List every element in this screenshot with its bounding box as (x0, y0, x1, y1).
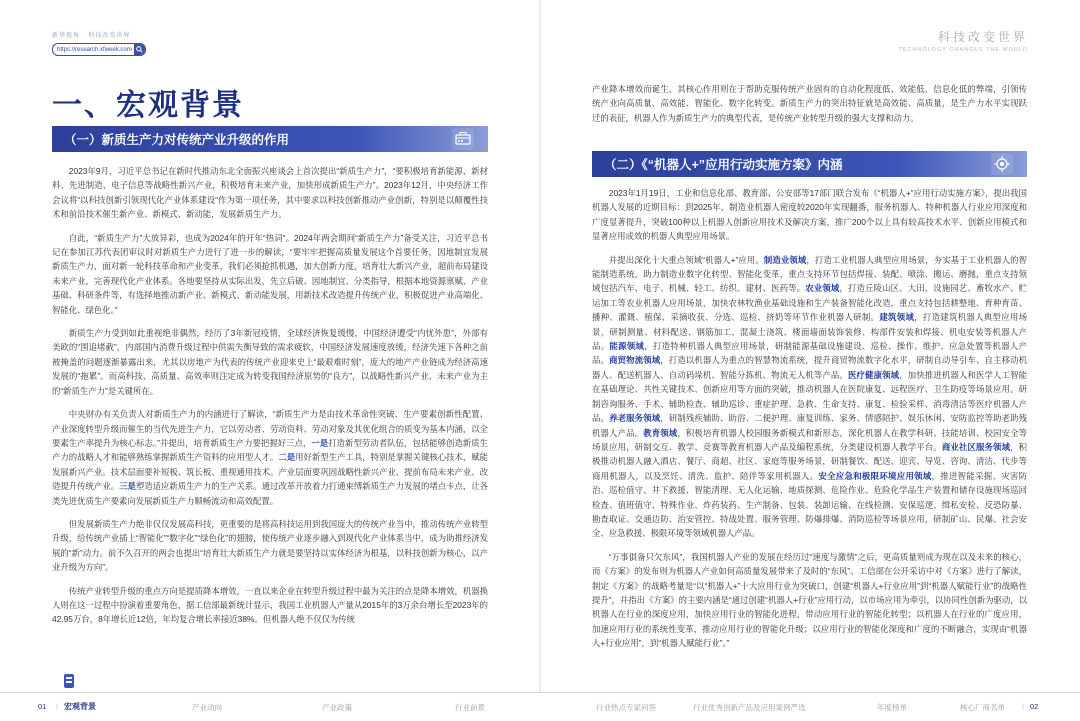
keyword-highlight: 三是 (119, 481, 136, 492)
keyword-highlight: 建筑领域 (879, 312, 915, 323)
section1-body (52, 164, 488, 636)
keyword-highlight: 养老服务领域 (609, 413, 661, 424)
footer-nav-item-active[interactable]: 宏观背景 (64, 702, 96, 711)
right-header (898, 28, 1028, 53)
brand-small-text: 新华视角 · 科技改变世界 (52, 33, 131, 39)
right-top-body (592, 82, 1027, 134)
paragraph: 中央财办有关负责人对新质生产力的内涵进行了解读，“新质生产力是由技术革命性突破、生产要素创新性配置、产业深度转型升级而催生的当代先进生产力，它以劳动者、劳动资料、劳动对象及其优化组合的质变为基本内涵，以全要素生产率提升为核心标志。”并提出，培育新质生产力要把握好三点，一是打造新型劳动者队伍，包括能够创造新质生产力的战略人才和能够熟练掌握新质生产资料的应用型人才。二是用好新型生产工具，特别是掌握关键核心技术，赋能发展新兴产业。技术层面要补短板、筑长板、重视通用技术。产业层面要巩固战略性新兴产业、提前布局未来产业、改造提升传统产业。三是塑造适应新质生产力的生产关系。通过改革开放着力打通束缚新质生产力发展的堵点卡点，让各类先进优质生产要素向发展新质生产力顺畅流动和高效配置。 (52, 409, 489, 506)
keyword-highlight: 商贸物流领域 (609, 355, 661, 366)
footer-nav-item[interactable]: 行业优秀创新产品及应用案例严选 (693, 703, 806, 712)
chapter-title: 一、宏观背景 (52, 89, 244, 122)
keyword-highlight: 制造业领域 (763, 254, 807, 265)
footer-nav-item[interactable]: 核心厂商名单 (960, 703, 1005, 712)
paragraph: 传统产业转型升级的重点方向是提质降本增效，一直以来企业在转型升级过程中最为关注的点是降本增效，机器换人则在这一过程中扮演着重要角色，据工信部最新统计显示，我国工业机器人产量从2015年的3万余台增长至2023年的42.95万台，8年增长近12倍，年均复合增长率接近38%。但机器人绝不仅仅为传统 (52, 585, 488, 625)
keyword-highlight: 安全应急和极限环境应用领域 (818, 470, 932, 481)
paragraph: 自此，“新质生产力”大放异彩，也成为2024年的开年“热词”。2024年两会期间“新质生产力”备受关注，习近平总书记在参加江苏代表团审议时对新质生产力进行了进一步的解读，“要牢牢把握高质量发展这个首要任务，因地制宜发展新质生产力，面对新一轮科技革命和产业变革，我们必须抢抓机遇，加大创新力度，培育壮大新兴产业，超前布局建设未来产业，完善现代化产业体系。各地要坚持从实际出发，先立后破、因地制宜、分类指导，根据本地资源禀赋、产业基础、科研条件等，有选择地推动新产业、新模式、新动能发展，用新技术改造提升传统产业，积极促进产业高端化、智能化、绿色化。” (52, 232, 488, 315)
paragraph: 2023年9月，习近平总书记在新时代推动东北全面振兴座谈会上首次提出“新质生产力”，“要积极培育新能源、新材料、先进制造、电子信息等战略性新兴产业，积极培育未来产业，加快形成新质生产力”。2023年12月，中央经济工作会议将“以科技创新引领现代化产业体系建设”作为第一项任务，其中要求以科技创新推动产业创新，特别是以颠覆性技术和前沿技术催生新产业、新模式、新动能，发展新质生产力。 (52, 166, 488, 220)
divider: | (1022, 702, 1024, 711)
paragraph: 新质生产力受到如此重视绝非偶然，经历了3年新冠疫情，全球经济恢复缓慢，中国经济遭受“内忧外患”，外部有美欧的“围追堵截”，内部国内消费升级过程中供需失衡导致的需求疲软，中国经济发展速度放缓，经济失速下各种之前被掩盖的问题逐渐暴露出来，尤其以房地产为代表的传统产业迎来史上“最艰难时刻”，庞大的地产产业链成为经济高速发展的“拖累”。而高科技、高质量、高效率则注定成为转变我国经济原势的“良方”，以战略性新兴产业、未来产业为主的“新质生产力”是关键所在。 (52, 328, 488, 396)
keyword-highlight: 能源领域 (609, 341, 645, 352)
data-server-icon (452, 128, 474, 150)
keyword-highlight: 医疗健康领域 (847, 369, 900, 380)
section1-title: （一）新质生产力对传统产业升级的作用 (64, 133, 290, 147)
keyword-highlight: 农业领域 (805, 283, 840, 294)
right-page-number: 02 (1030, 702, 1039, 711)
paragraph: 产业降本增效而诞生，其核心作用则在于帮助克服传统产业固有的自动化程度低、效能低、信息化低的弊端，引领传统产业向高质量、高效能、智能化、数字化转变。新质生产力的突出特征就是高效能、高质量，是生产力水平实现跃迁的表征，机器人作为新质生产力的典型代表，是传统产业转型升级的强大支撑和动力。 (592, 84, 1027, 123)
section2-header (592, 151, 1027, 177)
section2-body (592, 186, 1027, 660)
paragraph: “万事俱备只欠东风”，我国机器人产业的发展在经历过“速度与激情”之后，更高质量则成为现在以及未来的核心，而《方案》的发布则为机器人产业如何高质量发展带来了及时的“东风”。工信部在公开采访中对《方案》进行了解读，制定《方案》的战略考量是“以“机器人+”十大应用行业为突破口，创建“机器人+行业应用”到“机器人赋能行业”的战略性提升”，并指出《方案》的主要内涵是“通过创建“机器人+行业”应用行动，以市场应用为牵引，以协同性创新为驱动，以机器人在行业的深度应用，加快应用行业的智能化进程，带动应用行业的智能化转型；以机器人在行业的广度应用，加速应用行业的系统性变革，推动应用行业的智能化升级；以应用行业的智能化深度和广度的不断融合，实现由“机器人+行业应用”，到“机器人赋能行业”。” (592, 551, 1027, 649)
left-page-number: 01 (38, 702, 47, 711)
footer-nav-item[interactable]: 年度榜单 (877, 703, 907, 712)
url-box[interactable] (52, 43, 146, 56)
footer-nav-item[interactable]: 产业政策 (322, 703, 352, 712)
right-header-subtitle: TECHNOLOGY CHANGES THE WORLD (898, 47, 1028, 53)
robot-gear-icon (991, 153, 1013, 175)
keyword-highlight: 商业社区服务领域 (941, 441, 1011, 452)
footer-nav-item[interactable]: 产业动向 (192, 703, 222, 712)
right-header-title: 科技改变世界 (937, 30, 1028, 44)
bottom-marker-icon (62, 672, 76, 690)
keyword-highlight: 教育领域 (643, 427, 678, 438)
section2-title: （二）《“机器人+”应用行动实施方案》内涵 (604, 158, 843, 172)
footer-nav-item[interactable]: 行业热点专家问答 (596, 703, 656, 712)
brand-header (52, 30, 146, 56)
search-icon[interactable] (134, 44, 145, 55)
paragraph: 但发展新质生产力绝非仅仅发展高科技，更重要的是将高科技运用到我国庞大的传统产业当中，推动传统产业转型升级，给传统产业插上“智能化”“数字化”“绿色化”的翅膀，使传统产业逐步融入到现代化产业体系当中，成为助推经济发展的“新”动力。前不久召开的两会也提出“培育壮大新质生产力就是要坚持以实体经济为根基，以科技创新为核心，以产业升级为方向”。 (52, 518, 488, 573)
footer-nav-item[interactable]: 行业前景 (455, 703, 485, 712)
keyword-highlight: 二是 (278, 452, 296, 463)
paragraph: 2023年1月19日，工业和信息化部、教育部、公安部等17部门联合发布《“机器人+”应用行动实施方案》，提出我国机器人发展的近期目标：到2025年，制造业机器人密度较2020年实现翻番，服务机器人、特种机器人行业应用深度和广度显著提升，突破100种以上机器人创新应用技术及解决方案，推广200个以上具有较高技术水平、创新应用模式和显著应用成效的机器人典型应用场景。 (592, 188, 1027, 242)
paragraph: 并提出深化十大重点领域“机器人+”应用。制造业领域，打造工业机器人典型应用场景，夯实基于工业机器人的智能制造系统，助力制造业数字化转型、智能化变革，重点支持环节包括焊接、装配、喷涂、搬运、磨抛，重点支持领域包括汽车、电子、机械、轻工、纺织、建材、医药等。农业领域，打造丘陵山区、大田、设施园艺、畜牧水产、贮运加工等农业机器人应用场景，加快农林牧渔业基础设施和生产装备智能化改造，重点支持包括耕整地、育种育苗、播种、灌溉、植保、采摘收获、分选、巡检、挤奶等环节作业机器人研制。建筑领域，打造建筑机器人典型应用场景，研制测量、材料配送、钢筋加工、混凝土浇筑、楼面墙面装饰装修、构部件安装和焊接、机电安装等机器人产品。能源领域，打造特种机器人典型应用场景，研制能源基础设施建设、巡检、操作、维护、应急处置等机器人产品。商贸物流领域，打造以机器人为重点的智慧物流系统，提升商贸物流数字化水平，研制自动导引车、自主移动机器人、配送机器人、自动码垛机、智能分拣机、物流无人机等产品。医疗健康领域，加快推进机器人和医学人工智能在基础理论、共性关键技术、创新应用等方面的突破，推动机器人在医院康复、远程医疗、卫生防疫等场景应用。研制咨询服务、手术、辅助检查、辅助巡诊、重症护理、急救、生命支持、康复、检验采样、消毒清洁等医疗机器人产品。养老服务领域，研制残疾辅助、助浴、二便护理、康复训练、家务、情感陪护、娱乐休闲、安防监控等助老助残机器人产品。教育领域，积极培育机器人校园服务新模式和新形态，深化机器人在教学科研、技能培训、校园安全等场景应用，研制交互、教学、竞赛等教育机器人产品及编程系统，分类建设机器人教学平台。商业社区服务领域，积极推动机器人融入酒店、餐厅、商超、社区、家庭等服务场景，研制餐饮、配送、迎宾、导览、咨询、清洁、代步等商用机器人，以及烹饪、清洗、监护、陪伴等家用机器人。安全应急和极限环境应用领域，推进智能采掘、灾害防治、巡检值守、井下救援、智能清理、无人化运输、地质探测、危险作业、危险化学品生产装置和储存设施现场巡回检查、值班值守、特殊作业、炸药装药、生产制备、包装、装卸运输、在线检测、安保巡逻、缉私安检、反恐防暴、勘查取证、交通边防、治安管控、特战处置、服务管理、防爆排爆、消防巡检等场景应用，研制矿山、民爆、社会安全、应急救援、极限环境等领域机器人产品。 (592, 254, 1028, 539)
divider: | (56, 702, 58, 711)
section1-header (52, 126, 488, 152)
footer-nav (0, 692, 1080, 721)
url-text[interactable]: https://research.xfweek.com (57, 46, 132, 53)
keyword-highlight: 一是 (311, 437, 329, 448)
page-spine (539, 0, 541, 692)
